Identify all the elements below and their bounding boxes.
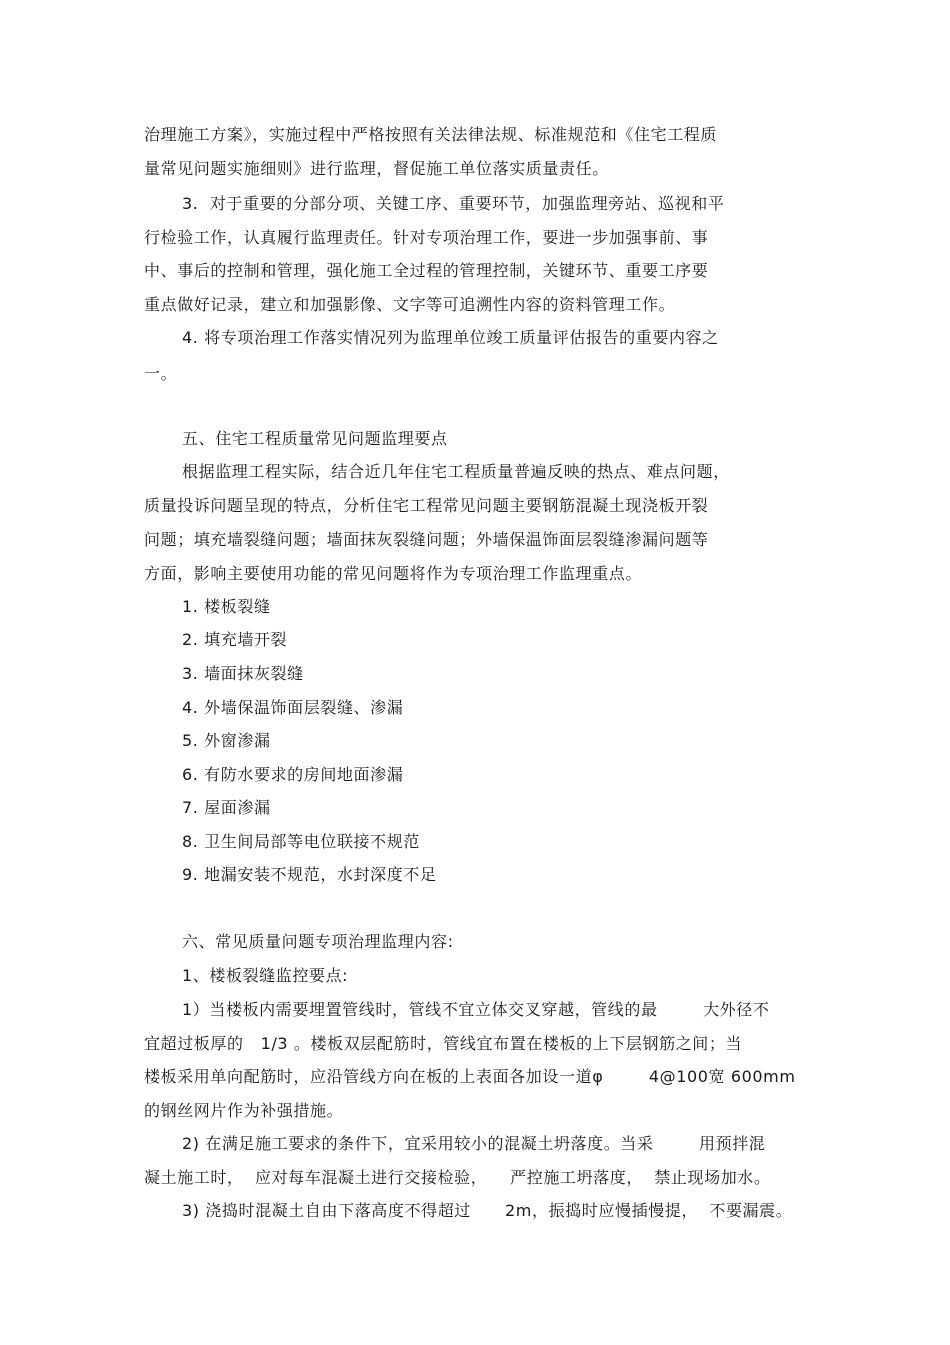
paragraph-line: 一。	[144, 364, 178, 383]
paragraph-line: 4. 将专项治理工作落实情况列为监理单位竣工质量评估报告的重要内容之	[182, 328, 719, 347]
section-heading: 五、住宅工程质量常见问题监理要点	[182, 429, 448, 448]
paragraph-line: 根据监理工程实际，结合近几年住宅工程质量普遍反映的热点、难点问题，	[182, 462, 730, 481]
paragraph-line: 凝土施工时， 应对每车混凝土进行交接检验， 严控施工坍落度， 禁止现场加水。	[144, 1168, 771, 1187]
paragraph-line: 中、事后的控制和管理，强化施工全过程的管理控制，关键环节、重要工序要	[144, 261, 709, 280]
paragraph-line: 量常见问题实施细则》进行监理，督促施工单位落实质量责任。	[144, 159, 609, 178]
list-item: 9. 地漏安装不规范，水封深度不足	[182, 865, 437, 884]
list-item: 5. 外窗渗漏	[182, 731, 271, 750]
paragraph-line: 重点做好记录，建立和加强影像、文字等可追溯性内容的资料管理工作。	[144, 295, 676, 314]
paragraph-line: 宜超过板厚的 1/3 。楼板双层配筋时，管线宜布置在楼板的上下层钢筋之间；当	[144, 1034, 743, 1053]
paragraph-line: 问题；填充墙裂缝问题；墙面抹灰裂缝问题；外墙保温饰面层裂缝渗漏问题等	[144, 530, 709, 549]
list-item: 7. 屋面渗漏	[182, 798, 271, 817]
paragraph-line: 治理施工方案》，实施过程中严格按照有关法律法规、标准规范和《住宅工程质	[144, 125, 718, 144]
list-item: 1. 楼板裂缝	[182, 597, 271, 616]
paragraph-line: 的钢丝网片作为补强措施。	[144, 1101, 344, 1120]
paragraph-line: 方面，影响主要使用功能的常见问题将作为专项治理工作监理重点。	[144, 564, 643, 583]
list-item: 2. 填充墙开裂	[182, 630, 288, 649]
list-item: 4. 外墙保温饰面层裂缝、渗漏	[182, 698, 404, 717]
paragraph-line: 质量投诉问题呈现的特点，分析住宅工程常见问题主要钢筋混凝土现浇板开裂	[144, 496, 709, 515]
paragraph-line: 3. 对于重要的分部分项、关键工序、重要环节，加强监理旁站、巡视和平	[182, 194, 725, 213]
list-item: 8. 卫生间局部等电位联接不规范	[182, 832, 420, 851]
paragraph-line: 1）当楼板内需要埋置管线时，管线不宜立体交叉穿越，管线的最 大外径不	[182, 1000, 770, 1019]
paragraph-line: 3) 浇捣时混凝土自由下落高度不得超过 2m，振捣时应慢插慢提， 不要漏震。	[182, 1201, 793, 1220]
section-heading: 六、常见质量问题专项治理监理内容:	[182, 932, 454, 951]
subsection-heading: 1、楼板裂缝监控要点:	[182, 966, 349, 985]
paragraph-line: 行检验工作，认真履行监理责任。针对专项治理工作，要进一步加强事前、事	[144, 228, 709, 247]
paragraph-line: 2) 在满足施工要求的条件下，宜采用较小的混凝土坍落度。当采 用预拌混	[182, 1134, 766, 1153]
list-item: 3. 墙面抹灰裂缝	[182, 664, 304, 683]
paragraph-line: 楼板采用单向配筋时，应沿管线方向在板的上表面各加设一道φ 4@100宽 600mm	[144, 1067, 796, 1086]
list-item: 6. 有防水要求的房间地面渗漏	[182, 765, 404, 784]
